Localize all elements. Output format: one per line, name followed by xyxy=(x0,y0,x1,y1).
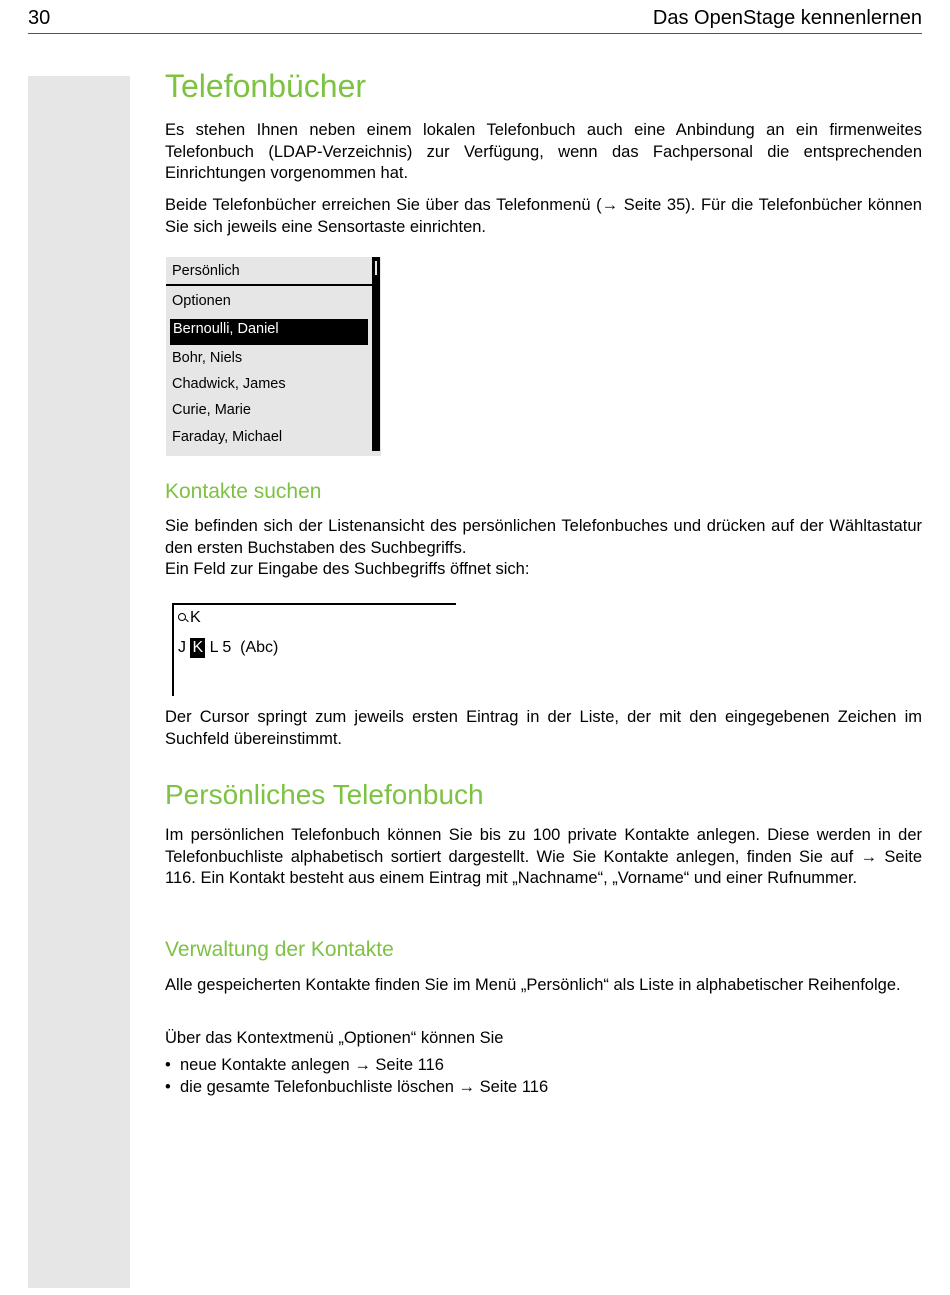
search-query-text: K xyxy=(190,609,201,626)
paragraph-context-menu: Über das Kontextmenü „Optionen“ können Sie xyxy=(165,1029,504,1047)
display-title-rule xyxy=(166,284,372,286)
header-rule xyxy=(28,33,922,34)
page-number: 30 xyxy=(28,7,51,29)
section-title-persoenliches-telefonbuch: Persönliches Telefonbuch xyxy=(165,779,484,810)
scrollbar[interactable] xyxy=(372,257,380,451)
section-title-verwaltung: Verwaltung der Kontakte xyxy=(165,938,394,961)
search-field-top-border xyxy=(172,603,456,605)
bullet-item: • neue Kontakte anlegen → Seite 116 xyxy=(165,1054,922,1076)
options-bullet-list xyxy=(165,1054,922,1098)
list-item[interactable]: Faraday, Michael xyxy=(172,429,283,445)
paragraph-contacts-menu: Alle gespeicherten Kontakte finden Sie im Menü „Persönlich“ als Liste in alphabetischer Reihenfolge. xyxy=(165,976,901,994)
list-item[interactable]: Chadwick, James xyxy=(172,376,286,392)
paragraph-access: Beide Telefonbücher erreichen Sie über das Telefonmenü (→ Seite 35). Für die Telefonbücher können Sie sich jeweils eine Sensortaste einrichten. xyxy=(165,196,922,236)
list-item-selected[interactable]: Bernoulli, Daniel xyxy=(170,319,368,345)
key-chars-before: J xyxy=(178,639,191,656)
list-item[interactable]: Optionen xyxy=(172,293,231,309)
list-item[interactable]: Curie, Marie xyxy=(172,402,251,418)
paragraph-personal-phonebook: Im persönlichen Telefonbuch können Sie bis zu 100 private Kontakte anlegen. Diese werden in der Telefonbuchliste alphabetisch sortiert dargestellt. Wie Sie Kontakte anlegen, finden Sie auf → Seite 116. Ein Kontakt besteht aus einem Eintrag mit „Nachname“, „Vorname“ und einer Rufnummer. xyxy=(165,826,922,887)
section-title-kontakte-suchen: Kontakte suchen xyxy=(165,480,322,503)
magnifier-icon xyxy=(178,612,188,624)
section-title-telefonbuecher: Telefonbücher xyxy=(165,68,367,104)
paragraph-search-instructions: Sie befinden sich der Listenansicht des persönlichen Telefonbuches und drücken auf der Wähltastatur den ersten Buchstaben des Suchbegriffs. xyxy=(165,517,922,557)
paragraph-intro: Es stehen Ihnen neben einem lokalen Telefonbuch auch eine Anbindung an ein firmenweites Telefonbuch (LDAP-Verzeichnis) zur Verfügung, wenn das Fachpersonal die entsprechenden Einrichtungen vorgenommen hat. xyxy=(165,121,922,182)
display-title: Persönlich xyxy=(172,263,240,279)
key-char-selected: K xyxy=(192,639,204,656)
search-field-display xyxy=(172,603,456,696)
scrollbar-thumb[interactable] xyxy=(375,261,377,275)
key-character-selector xyxy=(178,638,278,658)
bullet-item: • die gesamte Telefonbuchliste löschen → Seite 116 xyxy=(165,1076,922,1098)
list-item[interactable]: Bohr, Niels xyxy=(172,350,243,366)
search-field-left-border xyxy=(172,603,174,696)
running-head: Das OpenStage kennenlernen xyxy=(652,7,922,29)
phonebook-display xyxy=(166,257,381,456)
paragraph-search-field-opens: Ein Feld zur Eingabe des Suchbegriffs öffnet sich: xyxy=(165,560,530,578)
side-margin-bar xyxy=(28,76,130,1288)
search-query-line[interactable] xyxy=(178,609,201,627)
key-chars-after: L 5 (Abc) xyxy=(205,639,279,656)
paragraph-cursor-jump: Der Cursor springt zum jeweils ersten Eintrag in der Liste, der mit den eingegebenen Zeichen im Suchfeld übereinstimmt. xyxy=(165,708,922,748)
